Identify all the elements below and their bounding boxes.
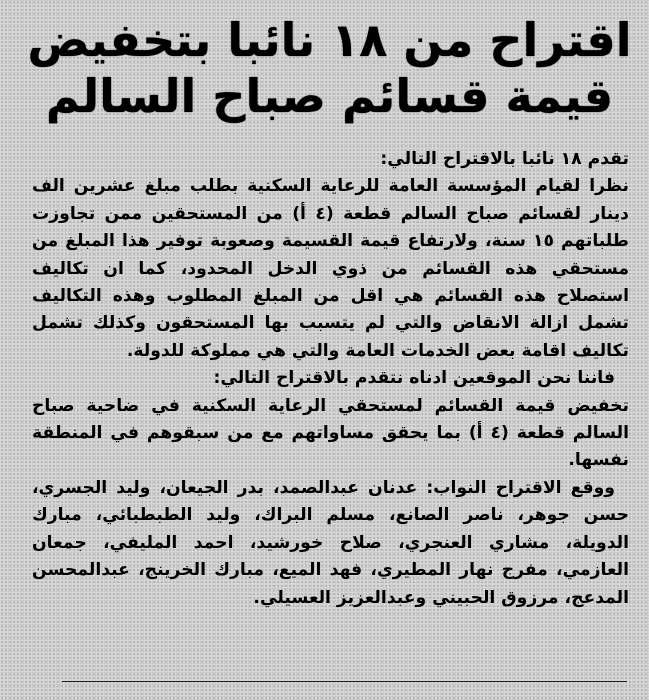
article-body (22, 146, 637, 612)
bottom-rule (62, 681, 627, 682)
headline (22, 12, 637, 124)
article-intro: تقدم ١٨ نائبا بالاقتراح التالي: (380, 149, 629, 169)
headline-line-2: قيمة قسائم صباح السالم (45, 69, 614, 123)
headline-line-1: اقتراح من ١٨ نائبا بتخفيض (27, 13, 632, 67)
article-paragraph-rationale: نظرا لقيام المؤسسة العامة للرعاية السكنية بطلب مبلغ عشرين الف دينار لقسائم صباح السالم قطعة (٤ أ) من المستحقين ممن تجاوزت طلباتهم ١٥ سنة، ولارتفاع قيمة القسيمة وصعوبة توفير هذا المبلغ من مستحقي هذه القسائم من ذوي الدخل المحدود، كما ان تكاليف استصلاح هذه القسائم هي اقل من المبلغ المطلوب وهذه التكاليف تشمل ازالة الانقاض والتي لم يتسبب بها المستحقون وكذلك تشمل تكاليف اقامة بعض الخدمات العامة والتي هي مملوكة للدولة. (32, 176, 629, 361)
article-paragraph-signatories: ووقع الاقتراح النواب: عدنان عبدالصمد، بدر الجيعان، وليد الجسري، حسن جوهر، ناصر الصانع، مسلم البراك، وليد الطبطبائي، مبارك الدويلة، مشاري العنجري، صلاح خورشيد، احمد المليفي، جمعان العازمي، مفرج نهار المطيري، فهد الميع، مبارك الخرينج، عبدالمحسن المدعج، مرزوق الحبيني وعبدالعزيز العسيلي. (32, 477, 629, 608)
article-paragraph-proposal: تخفيض قيمة القسائم لمستحقي الرعاية السكنية في ضاحية صباح السالم قطعة (٤ أ) بما يحقق مساواتهم مع من سبقوهم في المنطقة نفسها. (32, 395, 629, 471)
article-paragraph-proposal-lead: فاننا نحن الموقعين ادناه نتقدم بالاقتراح التالي: (213, 368, 615, 389)
newspaper-clipping (22, 12, 637, 688)
